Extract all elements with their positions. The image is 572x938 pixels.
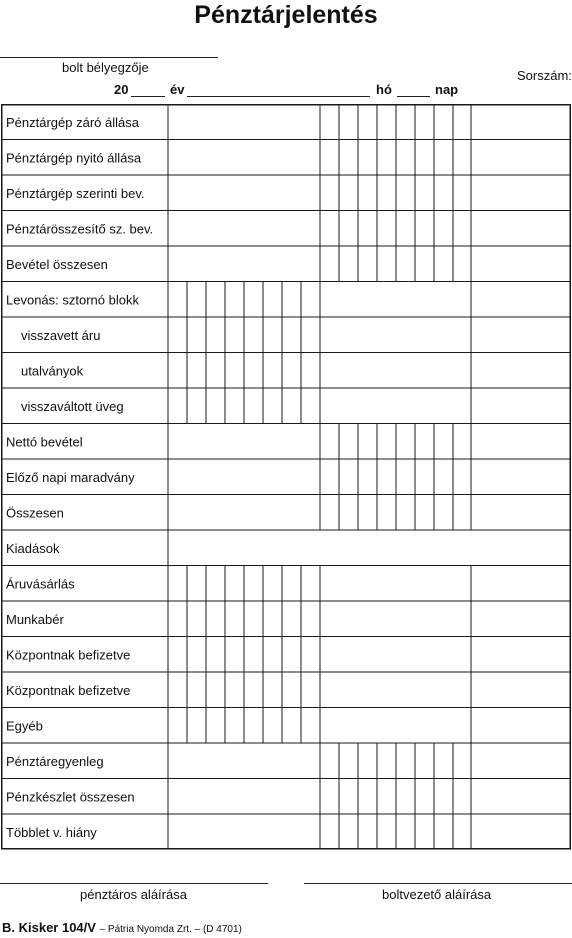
- entry-cell[interactable]: [169, 460, 570, 494]
- row-label: Pénztárgép záró állása: [6, 114, 139, 130]
- entry-cell[interactable]: [169, 602, 570, 636]
- row-label: Kiadások: [6, 540, 60, 556]
- row-label: Pénztárösszesítő sz. bev.: [6, 221, 154, 237]
- entry-cell[interactable]: [169, 318, 570, 352]
- entry-cell[interactable]: [169, 389, 570, 423]
- entry-cell[interactable]: [169, 212, 570, 246]
- entry-cell[interactable]: [169, 638, 570, 672]
- row-label: Többlet v. hiány: [6, 824, 97, 840]
- row-label: Központnak befizetve: [6, 682, 131, 698]
- day-field[interactable]: [397, 82, 430, 97]
- stamp-label: bolt bélyegzője: [62, 60, 149, 75]
- row-label: Pénzkészlet összesen: [6, 789, 135, 805]
- year-label: év: [170, 82, 185, 97]
- row-label: Nettó bevétel: [6, 434, 83, 450]
- entry-cell[interactable]: [169, 354, 570, 388]
- entry-cell[interactable]: [169, 496, 570, 530]
- entry-cell[interactable]: [169, 744, 570, 778]
- row-label: Előző napi maradvány: [6, 469, 135, 485]
- stamp-line: [0, 57, 218, 58]
- day-label: nap: [435, 82, 459, 97]
- cashier-signature-label: pénztáros aláírása: [80, 887, 187, 902]
- row-label: Pénztáregyenleg: [6, 753, 104, 769]
- entry-cell[interactable]: [169, 673, 570, 707]
- entry-cell[interactable]: [169, 283, 570, 317]
- month-field[interactable]: [187, 82, 370, 97]
- serial-number-label: Sorszám:: [517, 68, 572, 83]
- row-label: Pénztárgép szerinti bev.: [6, 185, 145, 201]
- row-label: utalványok: [21, 363, 84, 379]
- row-label: Áruvásárlás: [6, 576, 75, 592]
- manager-signature-label: boltvezető aláírása: [382, 887, 492, 902]
- row-label: Pénztárgép nyitó állása: [6, 150, 142, 166]
- cashier-signature-line[interactable]: [0, 883, 268, 884]
- entry-cell[interactable]: [169, 531, 570, 565]
- entry-cell[interactable]: [169, 176, 570, 210]
- row-label: Bevétel összesen: [6, 256, 108, 272]
- row-label: visszavett áru: [21, 327, 101, 343]
- page-title: Pénztárjelentés: [194, 1, 378, 29]
- entry-cell[interactable]: [169, 247, 570, 281]
- entry-cell[interactable]: [169, 815, 570, 849]
- row-label: Egyéb: [6, 718, 43, 734]
- footer: [2, 920, 242, 935]
- entry-cell[interactable]: [169, 780, 570, 814]
- row-label: visszaváltott üveg: [21, 398, 124, 414]
- row-label: Munkabér: [6, 611, 64, 627]
- entry-cell[interactable]: [169, 567, 570, 601]
- row-label: Levonás: sztornó blokk: [6, 292, 139, 308]
- manager-signature-line[interactable]: [304, 883, 572, 884]
- form-code: B. Kisker 104/V: [2, 920, 96, 935]
- entry-cell[interactable]: [169, 425, 570, 459]
- publisher-note: – Pátria Nyomda Zrt. – (D 4701): [99, 924, 242, 935]
- entry-cell[interactable]: [169, 141, 570, 175]
- year-field[interactable]: [131, 82, 165, 97]
- row-label: Összesen: [6, 505, 64, 521]
- year-prefix: 20: [114, 82, 129, 97]
- entry-cell[interactable]: [169, 105, 570, 139]
- report-table: [1, 104, 571, 850]
- month-label: hó: [376, 82, 392, 97]
- row-label: Központnak befizetve: [6, 647, 131, 663]
- entry-cell[interactable]: [169, 709, 570, 743]
